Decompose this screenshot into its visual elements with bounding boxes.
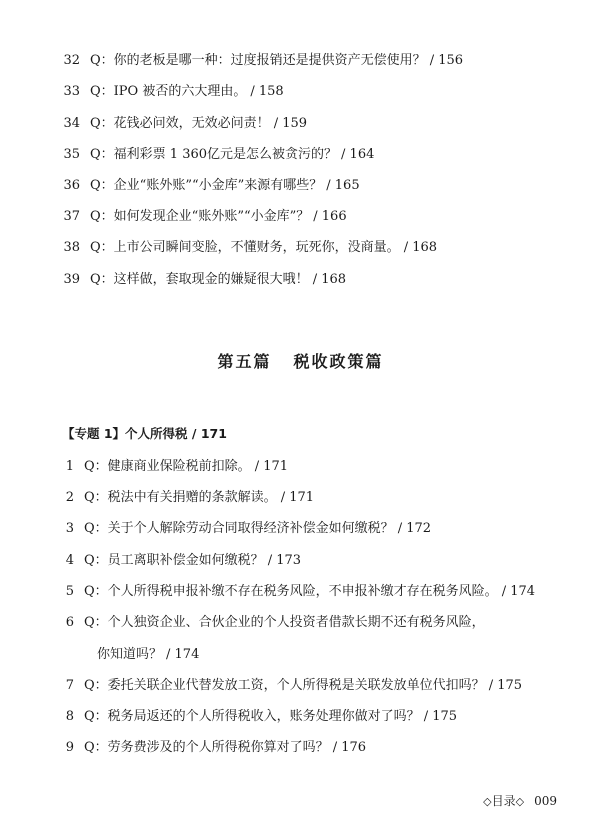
entry-q-prefix: Q： xyxy=(84,521,108,536)
entry-text: 委托关联企业代替发放工资，个人所得税是关联发放单位代扣吗？ xyxy=(107,678,485,693)
toc-entry-39 xyxy=(62,272,346,288)
toc-entry-7 xyxy=(65,678,522,694)
entry-q-prefix: Q： xyxy=(90,209,114,224)
entry-text: 这样做，套取现金的嫌疑很大哦！ xyxy=(113,272,309,287)
entry-text: 你的老板是哪一种：过度报销还是提供资产无偿使用？ xyxy=(113,53,426,68)
entry-q-prefix: Q： xyxy=(90,147,114,162)
toc-entry-5 xyxy=(65,584,535,600)
entry-text: 员工离职补偿金如何缴税？ xyxy=(107,553,264,568)
entry-text: IPO 被否的六大理由。 xyxy=(113,84,247,99)
entry-text: 个人所得税申报补缴不存在税务风险，不申报补缴才存在税务风险。 xyxy=(107,584,498,599)
entry-number: 1 xyxy=(65,459,74,474)
entry-q-prefix: Q： xyxy=(84,459,108,474)
toc-entry-37 xyxy=(62,209,347,225)
entry-q-prefix: Q： xyxy=(90,178,114,193)
entry-page: / 165 xyxy=(326,178,360,193)
entry-page: / 164 xyxy=(341,147,375,162)
entry-number: 38 xyxy=(63,240,80,255)
entry-number: 5 xyxy=(65,584,74,599)
entry-number: 34 xyxy=(63,116,80,131)
toc-entry-1 xyxy=(65,459,288,475)
entry-text: 如何发现企业“账外账”“小金库”？ xyxy=(113,209,310,224)
toc-entry-35 xyxy=(62,147,374,163)
entry-q-prefix: Q： xyxy=(90,272,114,287)
entry-page: / 171 xyxy=(280,490,315,505)
entry-number: 37 xyxy=(63,209,80,224)
entry-text: 福利彩票 1 360亿元是怎么被贪污的？ xyxy=(113,147,338,162)
page-footer xyxy=(483,792,557,809)
entry-q-prefix: Q： xyxy=(84,553,108,568)
part-number: 第五篇 xyxy=(217,352,272,371)
entry-q-prefix: Q： xyxy=(84,709,108,724)
toc-entry-2 xyxy=(65,490,314,506)
toc-entry-9 xyxy=(65,740,366,756)
toc-entry-6 xyxy=(65,615,489,631)
entry-q-prefix: Q： xyxy=(84,678,108,693)
entry-text: 劳务费涉及的个人所得税你算对了吗？ xyxy=(107,740,329,755)
topic-header: 【专题 1】个人所得税 / 171 xyxy=(62,426,227,441)
diamond-left-icon: ◇ xyxy=(483,795,492,808)
toc-entry-3 xyxy=(65,521,431,537)
entry-text: 关于个人解除劳动合同取得经济补偿金如何缴税？ xyxy=(107,521,394,536)
diamond-right-icon: ◇ xyxy=(515,795,525,808)
entry-number: 3 xyxy=(65,521,74,536)
part-title xyxy=(0,349,601,372)
entry-page: / 175 xyxy=(423,709,458,724)
page-number: 009 xyxy=(534,794,557,808)
entry-page: / 176 xyxy=(332,740,367,755)
toc-entry-36 xyxy=(62,178,360,194)
entry-number: 9 xyxy=(65,740,74,755)
entry-text: 税法中有关捐赠的条款解读。 xyxy=(107,490,277,505)
toc-entry-32 xyxy=(62,53,463,69)
entry-text: 税务局返还的个人所得税收入，账务处理你做对了吗？ xyxy=(107,709,420,724)
entry-text: 花钱必问效，无效必问责！ xyxy=(113,116,270,131)
entry-q-prefix: Q： xyxy=(84,584,108,599)
entry-page: / 171 xyxy=(254,459,289,474)
entry-number: 8 xyxy=(65,709,74,724)
toc-entry-8 xyxy=(65,709,457,725)
footer-label: 目录 xyxy=(491,794,516,808)
entry-q-prefix: Q： xyxy=(90,53,114,68)
entry-page: / 173 xyxy=(267,553,302,568)
entry-text: 个人独资企业、合伙企业的个人投资者借款长期不还有税务风险， xyxy=(107,615,485,630)
entry-page: / 175 xyxy=(488,678,523,693)
entry-q-prefix: Q： xyxy=(84,615,108,630)
entry-q-prefix: Q： xyxy=(90,240,114,255)
entry-page: / 159 xyxy=(273,116,308,131)
toc-entry-34 xyxy=(62,116,307,132)
entry-number: 7 xyxy=(65,678,74,693)
entry-q-prefix: Q： xyxy=(90,84,114,99)
entry-q-prefix: Q： xyxy=(90,116,114,131)
part-name: 税收政策篇 xyxy=(293,352,384,371)
entry-page: / 174 xyxy=(501,584,536,599)
entry-page: / 158 xyxy=(250,84,284,99)
entry-page: / 174 xyxy=(166,647,200,662)
entry-number: 4 xyxy=(65,553,74,568)
entry-text: 健康商业保险税前扣除。 xyxy=(107,459,251,474)
toc-entry-6-continued xyxy=(65,647,199,663)
entry-page: / 156 xyxy=(429,53,464,68)
entry-q-prefix: Q： xyxy=(84,490,108,505)
entry-page: / 172 xyxy=(397,521,432,536)
entry-number: 36 xyxy=(63,178,80,193)
entry-number: 6 xyxy=(65,615,74,630)
entry-number: 39 xyxy=(63,272,80,287)
entry-number: 35 xyxy=(63,147,80,162)
toc-entry-33 xyxy=(62,84,284,100)
entry-text: 企业“账外账”“小金库”来源有哪些？ xyxy=(113,178,323,193)
entry-page: / 166 xyxy=(313,209,347,224)
entry-q-prefix: Q： xyxy=(84,740,108,755)
toc-entry-4 xyxy=(65,553,301,569)
entry-number: 33 xyxy=(63,84,80,99)
entry-page: / 168 xyxy=(403,240,438,255)
entry-text: 你知道吗？ xyxy=(97,647,163,662)
entry-number: 32 xyxy=(63,53,80,68)
entry-text: 上市公司瞬间变脸，不懂财务，玩死你，没商量。 xyxy=(113,240,400,255)
entry-page: / 168 xyxy=(312,272,347,287)
entry-number: 2 xyxy=(65,490,74,505)
toc-entry-38 xyxy=(62,240,437,256)
